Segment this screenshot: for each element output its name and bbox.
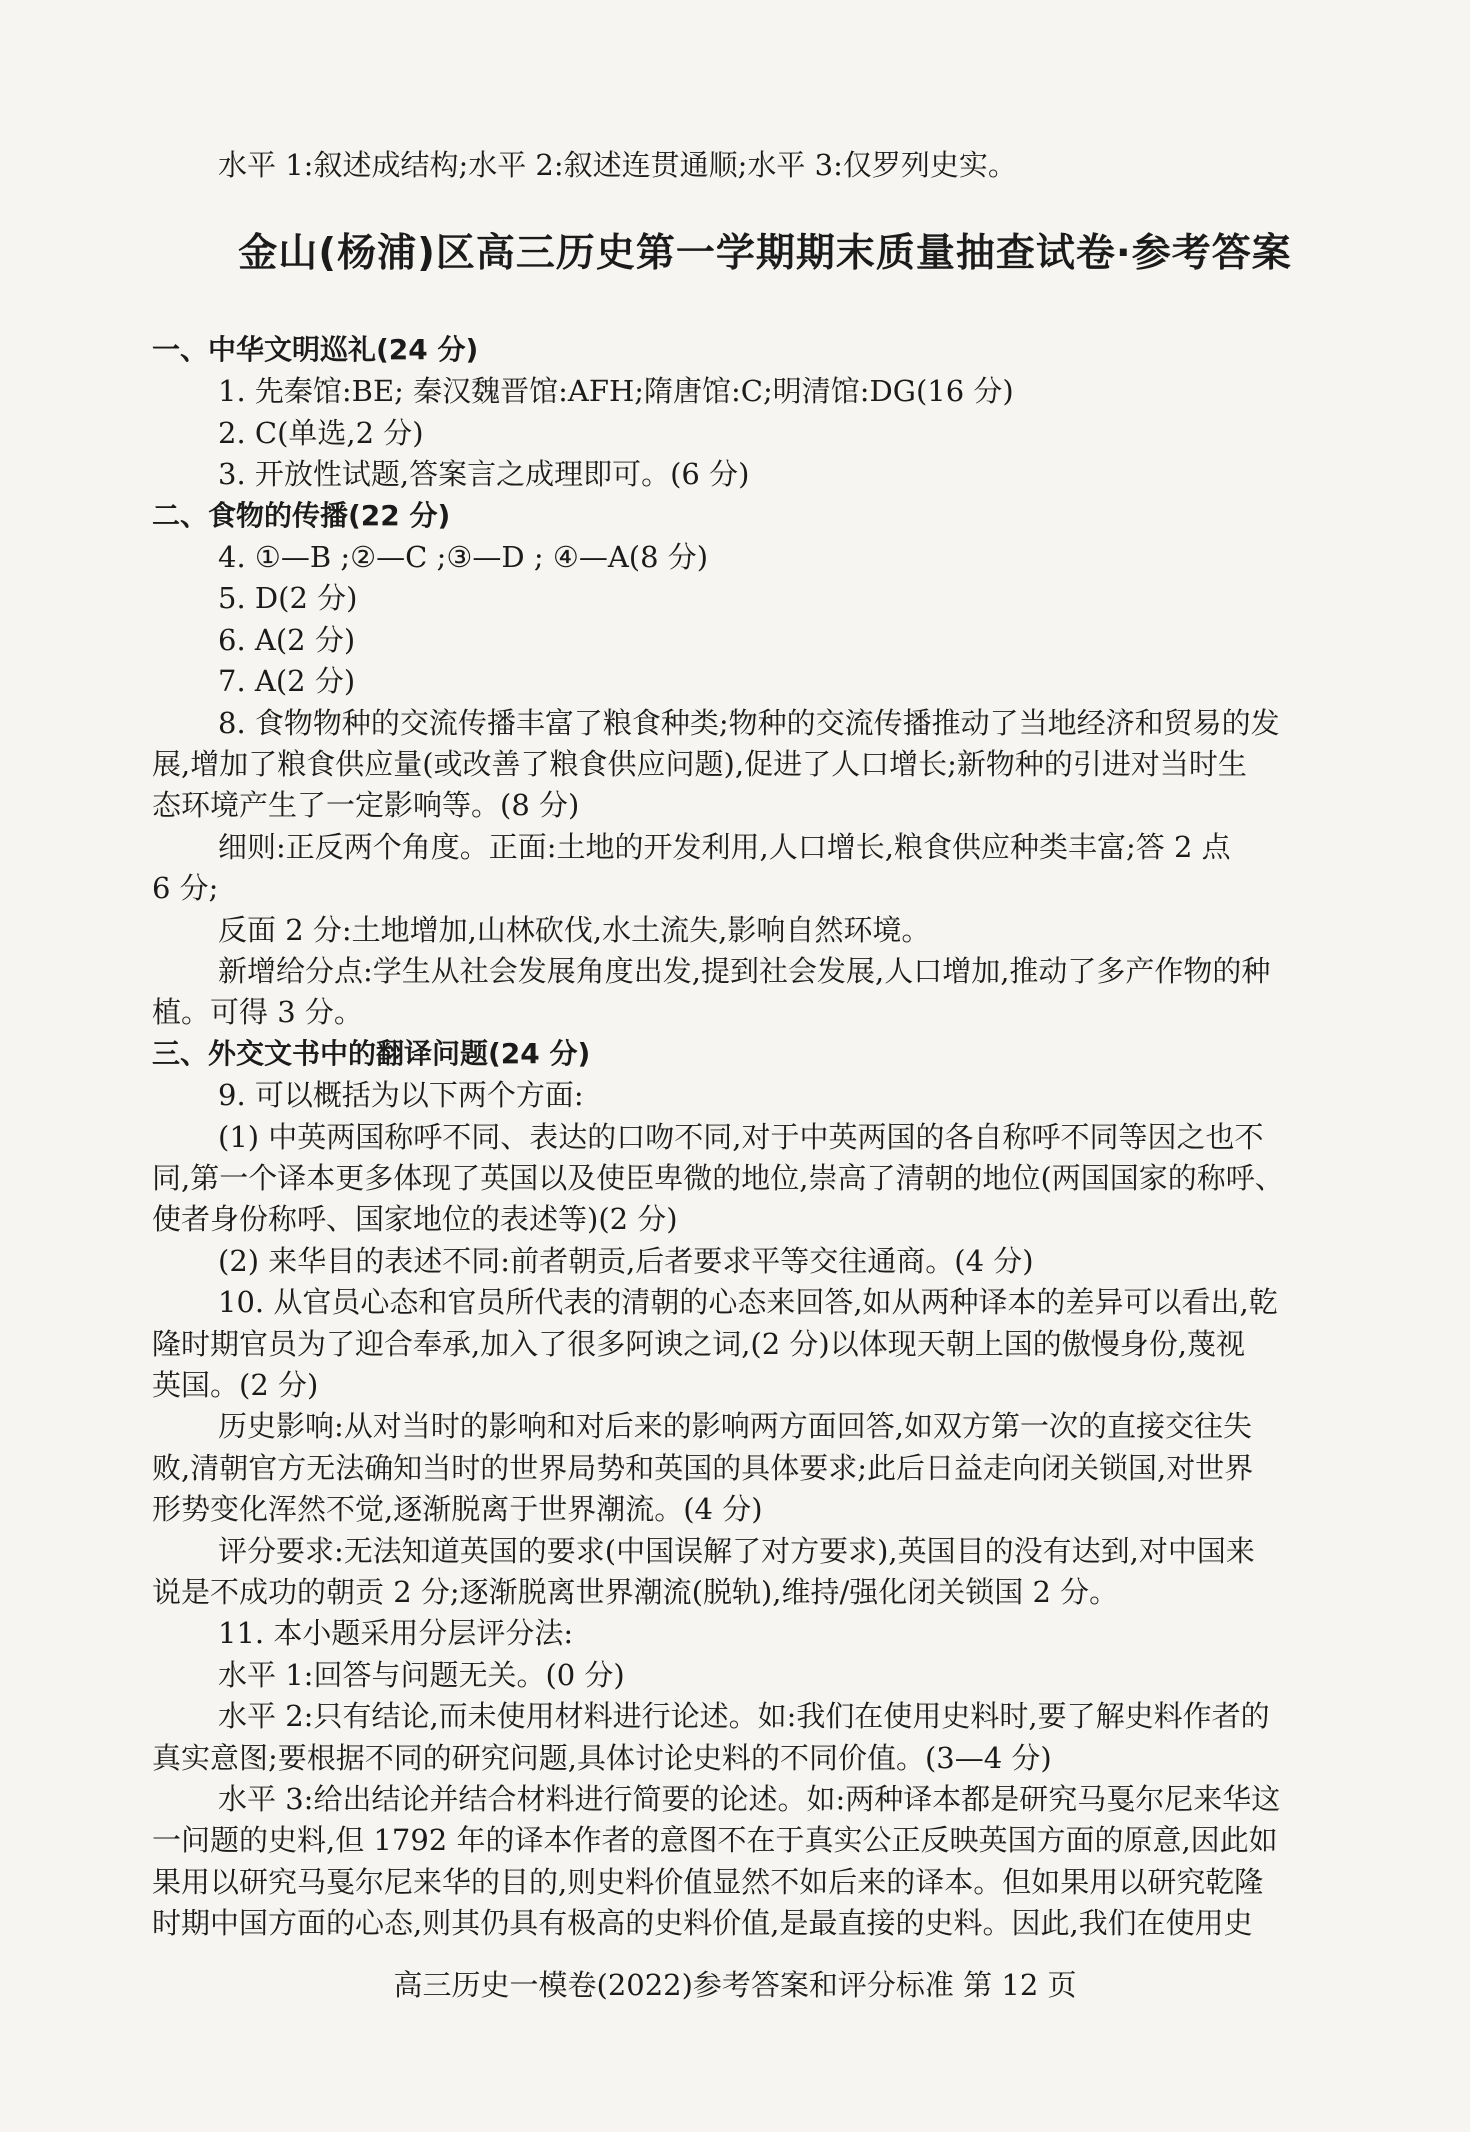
text-line: 英国。(2 分) <box>152 1368 319 1402</box>
text-line: 4. ①—B ;②—C ;③—D ; ④—A(8 分) <box>218 540 709 574</box>
section-heading: 一、中华文明巡礼(24 分) <box>152 333 479 366</box>
text-line: 评分要求:无法知道英国的要求(中国误解了对方要求),英国目的没有达到,对中国来 <box>218 1534 1255 1568</box>
text-line: (1) 中英两国称呼不同、表达的口吻不同,对于中英两国的各自称呼不同等因之也不 <box>218 1120 1264 1154</box>
text-line: 5. D(2 分) <box>218 581 358 615</box>
text-line: 11. 本小题采用分层评分法: <box>218 1616 574 1650</box>
text-line: 形势变化浑然不觉,逐渐脱离于世界潮流。(4 分) <box>152 1492 763 1526</box>
text-line: 8. 食物物种的交流传播丰富了粮食种类;物种的交流传播推动了当地经济和贸易的发 <box>218 706 1280 740</box>
text-line: 同,第一个译本更多体现了英国以及使臣卑微的地位,崇高了清朝的地位(两国国家的称呼、 <box>152 1161 1284 1195</box>
text-line: 1. 先秦馆:BE; 秦汉魏晋馆:AFH;隋唐馆:C;明清馆:DG(16 分) <box>218 374 1014 408</box>
text-line: 水平 2:只有结论,而未使用材料进行论述。如:我们在使用史料时,要了解史料作者的 <box>218 1699 1270 1733</box>
text-line: 反面 2 分:土地增加,山林砍伐,水土流失,影响自然环境。 <box>218 913 931 947</box>
text-line: 6 分; <box>152 871 219 905</box>
text-line: 一问题的史料,但 1792 年的译本作者的意图不在于真实公正反映英国方面的原意,因此如 <box>152 1823 1278 1857</box>
text-line: 10. 从官员心态和官员所代表的清朝的心态来回答,如从两种译本的差异可以看出,乾 <box>218 1285 1278 1319</box>
text-line: 时期中国方面的心态,则其仍具有极高的史料价值,是最直接的史料。因此,我们在使用史 <box>152 1906 1253 1940</box>
text-line: 隆时期官员为了迎合奉承,加入了很多阿谀之词,(2 分)以体现天朝上国的傲慢身份,蔑视 <box>152 1327 1245 1361</box>
text-line: 7. A(2 分) <box>218 664 356 698</box>
text-line: 说是不成功的朝贡 2 分;逐渐脱离世界潮流(脱轨),维持/强化闭关锁国 2 分。 <box>152 1575 1119 1609</box>
text-line: 植。可得 3 分。 <box>152 995 363 1029</box>
text-line: 展,增加了粮食供应量(或改善了粮食供应问题),促进了人口增长;新物种的引进对当时生 <box>152 747 1247 781</box>
text-line: 真实意图;要根据不同的研究问题,具体讨论史料的不同价值。(3—4 分) <box>152 1741 1052 1775</box>
text-line: 9. 可以概括为以下两个方面: <box>218 1078 584 1112</box>
text-line: 果用以研究马戛尔尼来华的目的,则史料价值显然不如后来的译本。但如果用以研究乾隆 <box>152 1865 1264 1899</box>
text-line: 6. A(2 分) <box>218 623 356 657</box>
text-line: 细则:正反两个角度。正面:土地的开发利用,人口增长,粮食供应种类丰富;答 2 点 <box>218 830 1231 864</box>
section-heading: 三、外交文书中的翻译问题(24 分) <box>152 1037 591 1070</box>
section-heading: 二、食物的传播(22 分) <box>152 499 451 532</box>
text-line: 水平 1:回答与问题无关。(0 分) <box>218 1658 625 1692</box>
text-line: 2. C(单选,2 分) <box>218 416 424 450</box>
text-line: 3. 开放性试题,答案言之成理即可。(6 分) <box>218 457 750 491</box>
text-line: 新增给分点:学生从社会发展角度出发,提到社会发展,人口增加,推动了多产作物的种 <box>218 954 1271 988</box>
top-line: 水平 1:叙述成结构;水平 2:叙述连贯通顺;水平 3:仅罗列史实。 <box>218 148 1017 182</box>
text-line: 态环境产生了一定影响等。(8 分) <box>152 788 580 822</box>
text-line: (2) 来华目的表述不同:前者朝贡,后者要求平等交往通商。(4 分) <box>218 1244 1034 1278</box>
text-line: 败,清朝官方无法确知当时的世界局势和英国的具体要求;此后日益走向闭关锁国,对世界 <box>152 1451 1254 1485</box>
text-line: 历史影响:从对当时的影响和对后来的影响两方面回答,如双方第一次的直接交往失 <box>218 1409 1252 1443</box>
page-title: 金山(杨浦)区高三历史第一学期期末质量抽查试卷·参考答案 <box>238 231 1292 276</box>
text-line: 水平 3:给出结论并结合材料进行简要的论述。如:两种译本都是研究马戛尔尼来华这 <box>218 1782 1281 1816</box>
text-line: 使者身份称呼、国家地位的表述等)(2 分) <box>152 1202 678 1236</box>
page-footer: 高三历史一模卷(2022)参考答案和评分标准 第 12 页 <box>393 1968 1077 2002</box>
